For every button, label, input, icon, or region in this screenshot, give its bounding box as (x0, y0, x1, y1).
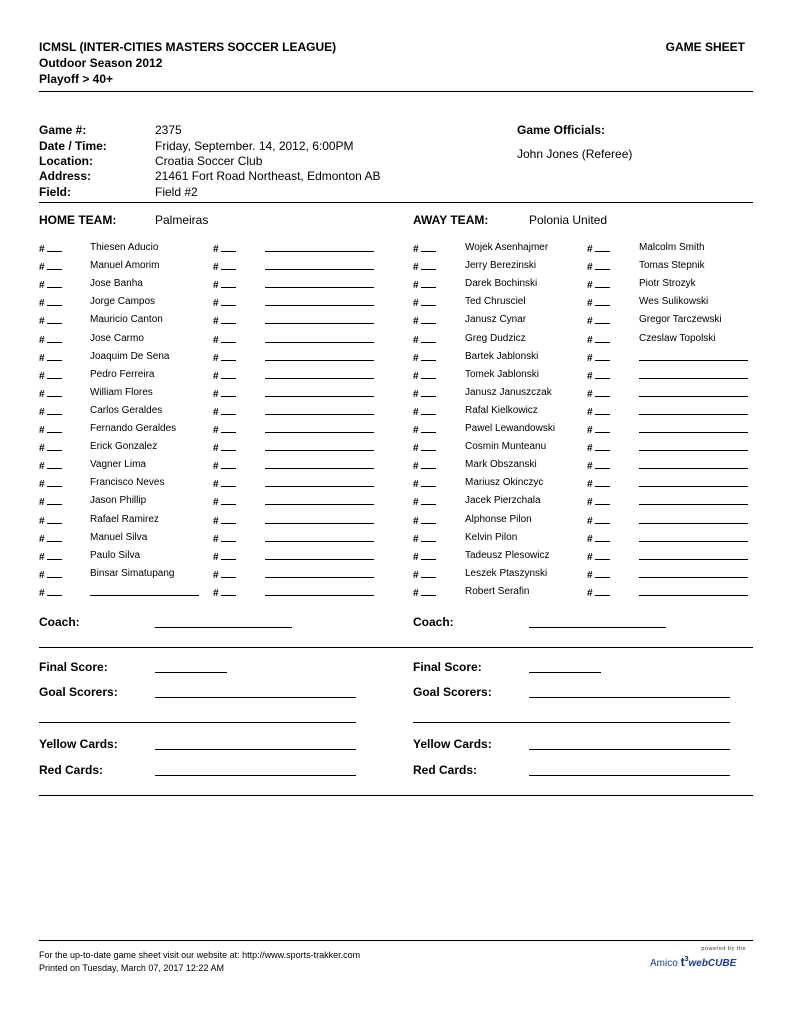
home-jersey-number: # (213, 494, 236, 508)
home-jersey-number: # (39, 368, 62, 382)
location-label: Location: (39, 154, 93, 168)
away-yellow-cards-label: Yellow Cards: (413, 737, 492, 751)
away-jersey-number: # (587, 494, 610, 508)
logo-wordmark (650, 953, 754, 971)
game-number-label: Game #: (39, 123, 87, 137)
home-player-name: Rafael Ramirez (90, 514, 159, 525)
away-player-blank (639, 476, 748, 490)
home-player-name: Mauricio Canton (90, 314, 163, 325)
home-goal-scorers-line (155, 697, 356, 698)
home-player-name: Vagner Lima (90, 459, 146, 470)
away-jersey-number: # (413, 241, 436, 255)
away-jersey-number: # (413, 476, 436, 490)
home-red-cards-label: Red Cards: (39, 763, 104, 777)
home-jersey-number: # (39, 458, 62, 472)
home-jersey-number: # (213, 531, 236, 545)
home-red-cards-line (155, 775, 356, 776)
home-player-blank (265, 476, 374, 490)
away-player-name: Robert Serafin (465, 586, 530, 597)
home-player-name: Jorge Campos (90, 296, 156, 307)
home-final-score-label: Final Score: (39, 660, 108, 674)
home-jersey-number: # (39, 531, 62, 545)
home-jersey-number: # (39, 494, 62, 508)
home-jersey-number: # (213, 567, 236, 581)
footer-divider (39, 940, 753, 941)
home-player-blank (265, 549, 374, 563)
away-jersey-number: # (587, 295, 610, 309)
home-player-name: Jose Banha (90, 278, 143, 289)
away-player-name: Ted Chrusciel (465, 296, 526, 307)
away-jersey-number: # (587, 350, 610, 364)
home-player-blank (265, 277, 374, 291)
away-final-score-label: Final Score: (413, 660, 482, 674)
footer-website: For the up-to-date game sheet visit our website at: http://www.sports-trakker.com (39, 950, 361, 960)
away-jersey-number: # (587, 313, 610, 327)
away-goal-scorers-line (529, 697, 730, 698)
away-goal-scorers-label: Goal Scorers: (413, 685, 492, 699)
home-player-name: Pedro Ferreira (90, 369, 155, 380)
home-jersey-number: # (213, 313, 236, 327)
away-jersey-number: # (413, 585, 436, 599)
away-player-name: Wes Sulikowski (639, 296, 709, 307)
away-team-name: Polonia United (529, 213, 608, 227)
home-jersey-number: # (39, 513, 62, 527)
home-player-name: Jason Phillip (90, 495, 147, 506)
away-player-name: Wojek Asenhajmer (465, 242, 549, 253)
away-player-name: Pawel Lewandowski (465, 423, 556, 434)
away-jersey-number: # (587, 386, 610, 400)
away-player-blank (639, 549, 748, 563)
home-player-blank (265, 458, 374, 472)
away-player-name: Piotr Strozyk (639, 278, 696, 289)
home-goal-scorers-label: Goal Scorers: (39, 685, 118, 699)
away-jersey-number: # (587, 422, 610, 436)
home-player-blank (265, 295, 374, 309)
home-yellow-cards-line (155, 749, 356, 750)
away-final-score-line (529, 672, 601, 673)
officials-names: John Jones (Referee) (517, 147, 633, 161)
away-player-blank (639, 585, 748, 599)
home-coach-line (155, 627, 292, 628)
away-player-blank (639, 458, 748, 472)
away-jersey-number: # (587, 332, 610, 346)
away-player-name: Kelvin Pilon (465, 532, 518, 543)
officials-label: Game Officials: (517, 123, 606, 137)
home-player-name: Binsar Simatupang (90, 568, 175, 579)
home-jersey-number: # (39, 476, 62, 490)
logo-brand: Amico (650, 958, 678, 969)
away-jersey-number: # (587, 513, 610, 527)
t3-icon: $t^3$ (680, 955, 689, 969)
away-player-blank (639, 531, 748, 545)
home-jersey-number: # (213, 513, 236, 527)
home-player-name: William Flores (90, 387, 153, 398)
away-jersey-number: # (587, 241, 610, 255)
away-player-name: Janusz Cynar (465, 314, 527, 325)
game-address: 21461 Fort Road Northeast, Edmonton AB (155, 169, 381, 183)
home-jersey-number: # (39, 332, 62, 346)
header-divider (39, 91, 753, 92)
home-jersey-number: # (213, 422, 236, 436)
home-player-blank (265, 567, 374, 581)
away-jersey-number: # (587, 585, 610, 599)
datetime-label: Date / Time: (39, 139, 107, 153)
home-team-name: Palmeiras (155, 213, 209, 227)
home-player-blank (265, 386, 374, 400)
away-player-blank (639, 494, 748, 508)
home-jersey-number: # (213, 241, 236, 255)
game-location: Croatia Soccer Club (155, 154, 263, 168)
away-player-name: Tomek Jablonski (465, 369, 539, 380)
away-jersey-number: # (587, 458, 610, 472)
away-jersey-number: # (413, 567, 436, 581)
home-player-blank (265, 332, 374, 346)
away-jersey-number: # (587, 476, 610, 490)
away-jersey-number: # (587, 567, 610, 581)
home-player-blank (265, 422, 374, 436)
away-jersey-number: # (587, 277, 610, 291)
home-jersey-number: # (39, 277, 62, 291)
home-player-blank (265, 313, 374, 327)
home-jersey-number: # (213, 332, 236, 346)
away-player-name: Mark Obszanski (465, 459, 537, 470)
home-player-blank (265, 513, 374, 527)
home-player-blank (265, 259, 374, 273)
away-player-name: Rafal Kielkowicz (465, 405, 538, 416)
sheet-title: GAME SHEET (665, 40, 745, 54)
address-label: Address: (39, 169, 92, 183)
home-player-name: Paulo Silva (90, 550, 141, 561)
roster-divider (39, 647, 753, 648)
home-player-name: Erick Gonzalez (90, 441, 158, 452)
home-player-name: Carlos Geraldes (90, 405, 163, 416)
home-jersey-number: # (213, 295, 236, 309)
away-jersey-number: # (413, 440, 436, 454)
home-player-blank (265, 494, 374, 508)
away-jersey-number: # (413, 531, 436, 545)
home-player-name: Manuel Amorim (90, 260, 160, 271)
away-player-name: Mariusz Okinczyc (465, 477, 544, 488)
away-team-label: AWAY TEAM: (413, 213, 489, 227)
season-title: Outdoor Season 2012 (39, 56, 163, 70)
away-jersey-number: # (413, 513, 436, 527)
home-jersey-number: # (39, 585, 62, 599)
away-player-name: Janusz Januszczak (465, 387, 552, 398)
home-goal-scorers-line-2 (39, 722, 356, 723)
home-jersey-number: # (213, 386, 236, 400)
away-player-name: Cosmin Munteanu (465, 441, 547, 452)
home-jersey-number: # (213, 259, 236, 273)
info-divider (39, 202, 753, 203)
home-jersey-number: # (39, 422, 62, 436)
home-player-name: Jose Carmo (90, 333, 144, 344)
home-player-blank (265, 585, 374, 599)
home-player-blank (265, 241, 374, 255)
home-jersey-number: # (213, 350, 236, 364)
away-player-blank (639, 350, 748, 364)
away-goal-scorers-line-2 (413, 722, 730, 723)
away-player-name: Darek Bochinski (465, 278, 538, 289)
home-jersey-number: # (213, 549, 236, 563)
home-coach-label: Coach: (39, 615, 80, 629)
logo-product: webCUBE (688, 958, 737, 969)
home-jersey-number: # (213, 440, 236, 454)
away-jersey-number: # (413, 549, 436, 563)
away-player-blank (639, 567, 748, 581)
home-player-name: Thiesen Aducio (90, 242, 159, 253)
away-player-name: Jerry Berezinski (465, 260, 537, 271)
away-player-name: Tomas Stepnik (639, 260, 705, 271)
home-jersey-number: # (39, 350, 62, 364)
away-player-name: Jacek Pierzchala (465, 495, 541, 506)
away-jersey-number: # (587, 531, 610, 545)
home-jersey-number: # (213, 585, 236, 599)
home-player-name: Joaquim De Sena (90, 351, 170, 362)
away-jersey-number: # (413, 259, 436, 273)
away-jersey-number: # (587, 440, 610, 454)
away-jersey-number: # (413, 368, 436, 382)
home-team-label: HOME TEAM: (39, 213, 117, 227)
away-player-blank (639, 422, 748, 436)
away-red-cards-line (529, 775, 730, 776)
home-jersey-number: # (39, 549, 62, 563)
home-player-blank (265, 368, 374, 382)
footer-printed: Printed on Tuesday, March 07, 2017 12:22 AM (39, 963, 224, 973)
away-jersey-number: # (413, 458, 436, 472)
away-player-blank (639, 513, 748, 527)
game-number: 2375 (155, 123, 182, 137)
home-jersey-number: # (39, 440, 62, 454)
away-jersey-number: # (587, 368, 610, 382)
away-jersey-number: # (587, 549, 610, 563)
home-jersey-number: # (39, 259, 62, 273)
home-jersey-number: # (39, 241, 62, 255)
home-jersey-number: # (213, 277, 236, 291)
field-label: Field: (39, 185, 71, 199)
league-title: ICMSL (INTER-CITIES MASTERS SOCCER LEAGUE) (39, 40, 337, 54)
away-jersey-number: # (413, 422, 436, 436)
home-jersey-number: # (39, 295, 62, 309)
away-coach-line (529, 627, 666, 628)
away-player-name: Czeslaw Topolski (639, 333, 716, 344)
away-player-name: Alphonse Pilon (465, 514, 532, 525)
away-jersey-number: # (413, 350, 436, 364)
home-jersey-number: # (213, 458, 236, 472)
away-player-name: Tadeusz Plesowicz (465, 550, 550, 561)
away-jersey-number: # (413, 386, 436, 400)
home-jersey-number: # (39, 404, 62, 418)
amico-webcube-logo (650, 946, 754, 972)
away-player-blank (639, 404, 748, 418)
away-jersey-number: # (587, 259, 610, 273)
away-yellow-cards-line (529, 749, 730, 750)
home-jersey-number: # (39, 313, 62, 327)
home-player-name: Francisco Neves (90, 477, 165, 488)
home-player-name: Fernando Geraldes (90, 423, 177, 434)
home-jersey-number: # (39, 386, 62, 400)
away-jersey-number: # (413, 277, 436, 291)
away-jersey-number: # (413, 404, 436, 418)
division-title: Playoff > 40+ (39, 72, 114, 86)
home-yellow-cards-label: Yellow Cards: (39, 737, 118, 751)
home-player-blank (265, 531, 374, 545)
home-player-blank (90, 585, 199, 599)
away-player-name: Malcolm Smith (639, 242, 705, 253)
away-player-blank (639, 440, 748, 454)
home-player-blank (265, 404, 374, 418)
away-red-cards-label: Red Cards: (413, 763, 478, 777)
away-jersey-number: # (413, 332, 436, 346)
away-jersey-number: # (413, 494, 436, 508)
away-player-name: Gregor Tarczewski (639, 314, 722, 325)
logo-tagline: powered by the (701, 946, 746, 952)
home-jersey-number: # (213, 368, 236, 382)
game-field: Field #2 (155, 185, 198, 199)
away-jersey-number: # (587, 404, 610, 418)
away-player-name: Bartek Jablonski (465, 351, 539, 362)
home-jersey-number: # (213, 404, 236, 418)
home-player-blank (265, 350, 374, 364)
home-player-name: Manuel Silva (90, 532, 148, 543)
away-player-blank (639, 386, 748, 400)
home-jersey-number: # (213, 476, 236, 490)
home-player-blank (265, 440, 374, 454)
away-jersey-number: # (413, 313, 436, 327)
away-jersey-number: # (413, 295, 436, 309)
away-coach-label: Coach: (413, 615, 454, 629)
away-player-name: Leszek Ptaszynski (465, 568, 548, 579)
game-datetime: Friday, September. 14, 2012, 6:00PM (155, 139, 354, 153)
away-player-blank (639, 368, 748, 382)
home-final-score-line (155, 672, 227, 673)
scores-divider (39, 795, 753, 796)
away-player-name: Greg Dudzicz (465, 333, 526, 344)
home-jersey-number: # (39, 567, 62, 581)
